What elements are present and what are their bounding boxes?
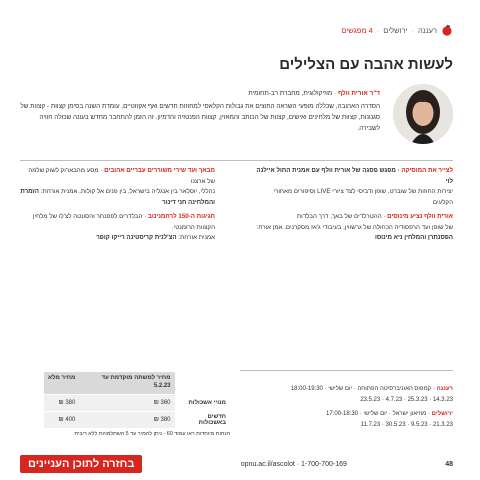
lecturer-name: ד"ר אורית וולף bbox=[337, 90, 380, 97]
schedule bbox=[253, 384, 453, 431]
event-item bbox=[20, 166, 215, 208]
price-full: 380 ₪ bbox=[44, 394, 79, 411]
price-early: 380 ₪ bbox=[79, 411, 174, 428]
event-body: אמנית אורחת: bbox=[176, 234, 215, 241]
event-body: יצירות החוזות של שוברט, שופן ודביסי לצד ציורי LIVE וסיפורים מאחורי הקלעים bbox=[273, 188, 453, 206]
table-row bbox=[44, 394, 230, 411]
lecturer-role: · מוזיקולוגית, מחברת רב-תחומית bbox=[248, 90, 337, 97]
schedule-city: ירושלים bbox=[431, 411, 453, 417]
contact-links[interactable]: opnu.ac.il/ascolot · 1-700-700-169 bbox=[240, 460, 347, 468]
event-title: חגיגות ה-150 לרחמנינוב bbox=[147, 213, 215, 220]
divider bbox=[20, 160, 453, 161]
breadcrumb-section[interactable]: 4 מפגשים bbox=[341, 25, 373, 35]
event-title: לצייר את המוסיקה bbox=[401, 167, 453, 174]
event-item bbox=[20, 212, 215, 244]
schedule-item bbox=[253, 384, 453, 406]
event-body: נהללי, יוסלאר בין אנגליה בישראל, בין פנים אל קולות, אמנית אורחת: bbox=[38, 188, 215, 195]
divider bbox=[240, 370, 453, 371]
apple-icon bbox=[441, 24, 453, 36]
price-table bbox=[44, 372, 230, 437]
event-title: מבאך ועד שירי משוררים עבריים אהובים bbox=[104, 167, 215, 174]
table-header-row bbox=[44, 372, 230, 394]
row-label: מנויי אשכולות bbox=[175, 394, 231, 411]
breadcrumb bbox=[20, 22, 453, 38]
schedule-city: רעננה bbox=[436, 386, 453, 392]
price-full: 400 ₪ bbox=[44, 411, 79, 428]
lecturer-description: הסדרה האהובה, שכללה מופעי השראה החוצים את גבולות הקלאסי למחוזות חדשים ואף אקזוטיים, עומדת השנה בסימן קצוות - קצוות של סגנונות, קצוות של מלחינים ואישים, קצוות של הכותב והמאזין, קצוות הפנטזיה והדמיון. זה הזמן להתחבר מחדש בעונה שכולה חוויה לשבירה. bbox=[20, 103, 380, 132]
page-number: 48 bbox=[445, 460, 453, 468]
table-row bbox=[44, 411, 230, 428]
row-label: חדשים באשכולות bbox=[175, 411, 231, 428]
event-guest: הזמרת והמלחינה חני דינור bbox=[20, 188, 215, 206]
column-header-full: מחיר מלא bbox=[44, 372, 79, 394]
event-title: אורית וולף נציע מינוסים bbox=[387, 213, 453, 220]
event-item bbox=[253, 166, 453, 208]
column-header-early: מחיר למשתה מוקדמת עד 5.2.23 bbox=[79, 372, 174, 394]
event-guest: הצ'לנית קריסטינה רייקו קופר bbox=[96, 234, 177, 241]
lecturer-bio bbox=[20, 88, 380, 134]
schedule-item bbox=[253, 409, 453, 431]
schedule-dates: 14.3.23 · 25.3.23 · 4.7.23 · 23.5.23 bbox=[360, 397, 453, 403]
breadcrumb-cities[interactable]: ירושלים bbox=[383, 25, 408, 35]
event-lead: · מפגש פסגה של אורית וולף עם אמנית החול איילנה לוי bbox=[256, 167, 453, 185]
event-lead: · מסע מהבארוק לשוק שלמה של ארצנו bbox=[28, 167, 215, 185]
breadcrumb-separator: · bbox=[376, 25, 380, 35]
schedule-venue: · מוזיאון ישראל · יום שלישי · 17:00-18:30 bbox=[325, 411, 430, 417]
lecturer-photo bbox=[393, 84, 453, 144]
schedule-dates: 21.3.23 · 9.5.23 · 30.5.23 · 11.7.23 bbox=[360, 422, 453, 428]
event-guest: הפסנתרן והמלחין ניא מינוסו bbox=[374, 234, 453, 241]
breadcrumb-separator: · bbox=[411, 25, 415, 35]
price-note: הנחות מיוחדות ראו עמוד 60 · ניתן להמיר עד 5 השתלמויות ללא ריבית bbox=[74, 431, 230, 437]
footer bbox=[20, 456, 453, 472]
lecturer-title bbox=[20, 88, 380, 99]
breadcrumb-area[interactable]: רעננה bbox=[418, 25, 437, 35]
event-lead: · ההטרלדים של באך, דרך הבלדות bbox=[296, 213, 386, 220]
event-item bbox=[253, 212, 453, 244]
back-to-contents-button[interactable]: בחזרה לתוכן העניינים bbox=[20, 455, 142, 473]
price-early: 360 ₪ bbox=[79, 394, 174, 411]
portrait-image bbox=[393, 84, 453, 144]
table-corner bbox=[175, 372, 231, 394]
event-lead: · הבלדרים לפסנתר והסונטה לצ'לו של מלחין הקצוות הרומנטי. bbox=[32, 213, 215, 231]
page-title: לעשות אהבה עם הצלילים bbox=[279, 56, 453, 73]
event-body: של שופן ועד הרפסודיה הכחולה של גרשווין, בעיבודי ג'אז מסקרנים. אמן אורח: bbox=[256, 223, 453, 231]
schedule-venue: · קמפוס האוניברסיטה הפתוחה · יום שלישי · 18:00-19:30 bbox=[290, 386, 435, 392]
